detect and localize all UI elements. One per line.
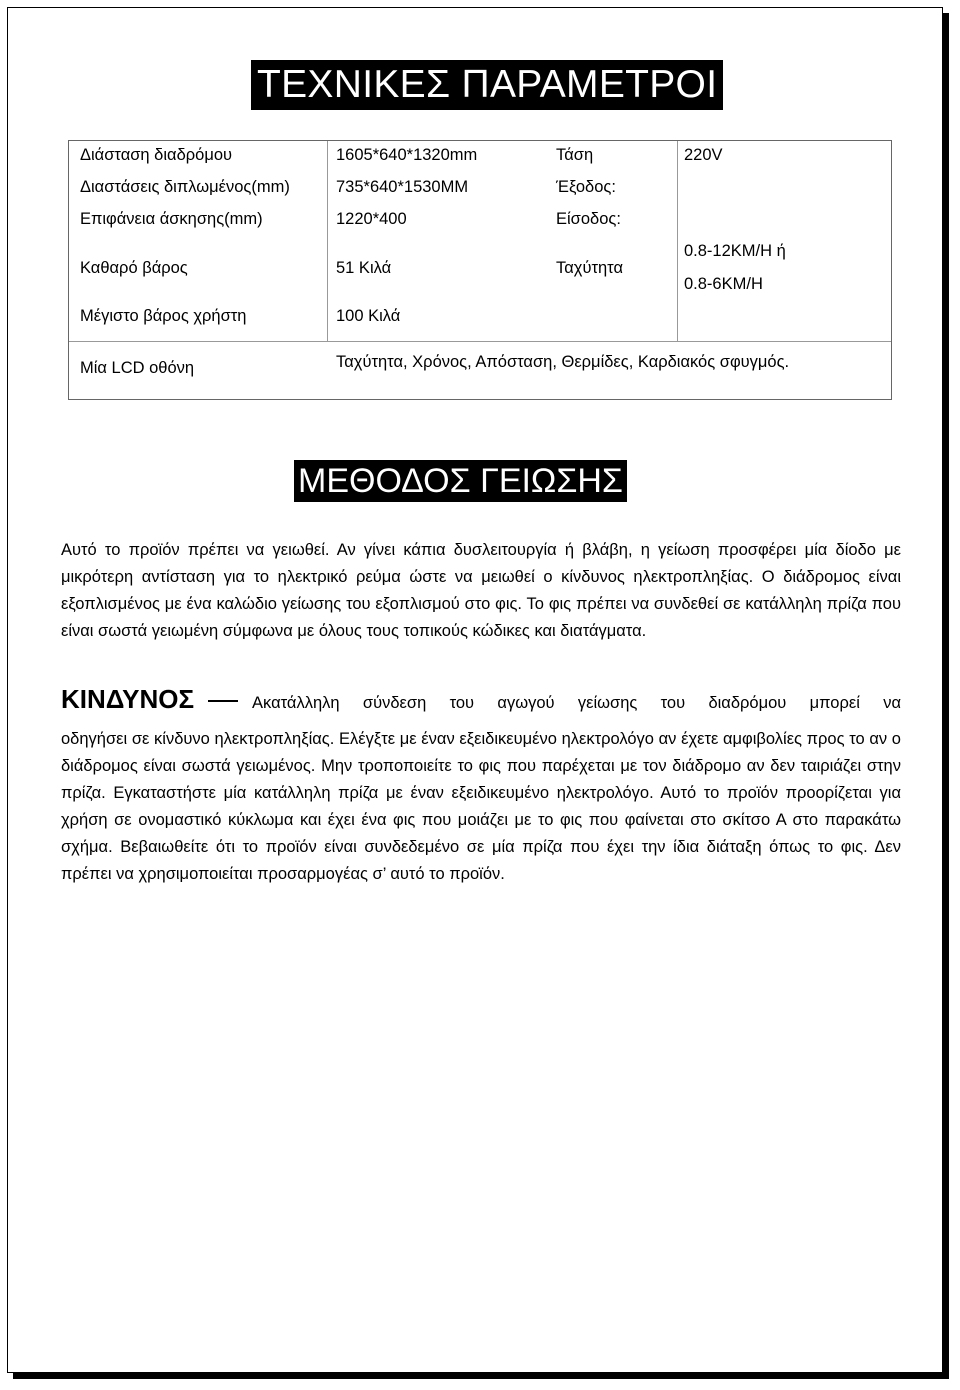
spec-label: Επιφάνεια άσκησης(mm): [80, 210, 263, 228]
section-title: ΜΕΘΟΔΟΣ ΓΕΙΩΣΗΣ: [294, 460, 627, 502]
spec-label: Ταχύτητα: [556, 259, 624, 277]
spec-label: Μέγιστο βάρος χρήστη: [80, 307, 247, 325]
spec-value: 0.8-12KM/H ή: [684, 242, 786, 260]
spec-value: Ταχύτητα, Χρόνος, Απόσταση, Θερμίδες, Καρδιακός σφυγμός.: [336, 353, 790, 371]
page-title: ΤΕΧΝΙΚΕΣ ΠΑΡΑΜΕΤΡΟΙ: [251, 60, 723, 110]
spec-value: 1605*640*1320mm: [336, 146, 478, 164]
spec-label: Είσοδος:: [556, 210, 621, 228]
danger-paragraph: οδηγήσει σε κίνδυνο ηλεκτροπληξίας. Ελέγξτε με έναν εξειδικευμένο ηλεκτρολόγο αν έχετε αμφιβολίες προς το αν ο διάδρομος είναι σωστά γειωμένος. Μην τροποποιείτε το φις που παρέχεται με τον διάδρομο αν δεν ταιριάζει στην πρίζα. Εγκαταστήστε μία κατάλληλη πρίζα με έναν εξειδικευμένο ηλεκτρολόγο. Αυτό το προϊόν προορίζεται για χρήση σε ονομαστικό κύκλωμα και έχει ένα φις που μοιάζει με το φις που φαίνεται στο σκίτσο Α στο παρακάτω σχήμα. Βεβαιωθείτε ότι το προϊόν είναι συνδεδεμένο σε μία πρίζα που έχει την ίδια διάταξη όπως το φις. Δεν πρέπει να χρησιμοποιείται προσαρμογέας σ’ αυτό το προϊόν.: [61, 730, 901, 883]
spec-label: Έξοδος:: [556, 178, 616, 196]
danger-first-line: Ακατάλληλη σύνδεση του αγωγού γείωσης του διαδρόμου μπορεί να: [252, 694, 901, 712]
grounding-paragraph: Αυτό το προϊόν πρέπει να γειωθεί. Αν γίνει κάπια δυσλειτουργία ή βλάβη, η γείωση προσφέρει μία δίοδο με μικρότερη αντίσταση για το ηλεκτρικό ρεύμα ώστε να μειωθεί ο κίνδυνος ηλεκτροπληξίας. Ο διάδρομος είναι εξοπλισμένος με ένα καλώδιο γείωσης του εξοπλισμού στο φις. Το φις πρέπει να συνδεθεί σε κατάλληλη πρίζα που είναι σωστά γειωμένη σύμφωνα με όλους τους τοπικούς κώδικες και διατάγματα.: [61, 541, 901, 640]
spec-value: 735*640*1530MM: [336, 178, 469, 196]
table-divider: [677, 141, 678, 341]
spec-label: Τάση: [556, 146, 594, 164]
spec-table: [68, 140, 892, 400]
dash-divider: [208, 700, 238, 702]
danger-word: ΚΙΝΔΥΝΟΣ: [61, 684, 195, 714]
spec-label: Διάσταση διαδρόμου: [80, 146, 233, 164]
spec-value: 51 Κιλά: [336, 259, 392, 277]
spec-value: 0.8-6KM/H: [684, 275, 763, 293]
table-divider: [69, 341, 891, 342]
spec-value: 100 Κιλά: [336, 307, 401, 325]
spec-label: Καθαρό βάρος: [80, 259, 188, 277]
spec-label: Διαστάσεις διπλωμένος(mm): [80, 178, 290, 196]
spec-value: 1220*400: [336, 210, 407, 228]
danger-block: [61, 684, 901, 888]
table-divider: [327, 141, 328, 341]
danger-heading-line: [61, 684, 901, 724]
spec-label: Μία LCD οθόνη: [80, 359, 195, 377]
spec-value: 220V: [684, 146, 723, 164]
